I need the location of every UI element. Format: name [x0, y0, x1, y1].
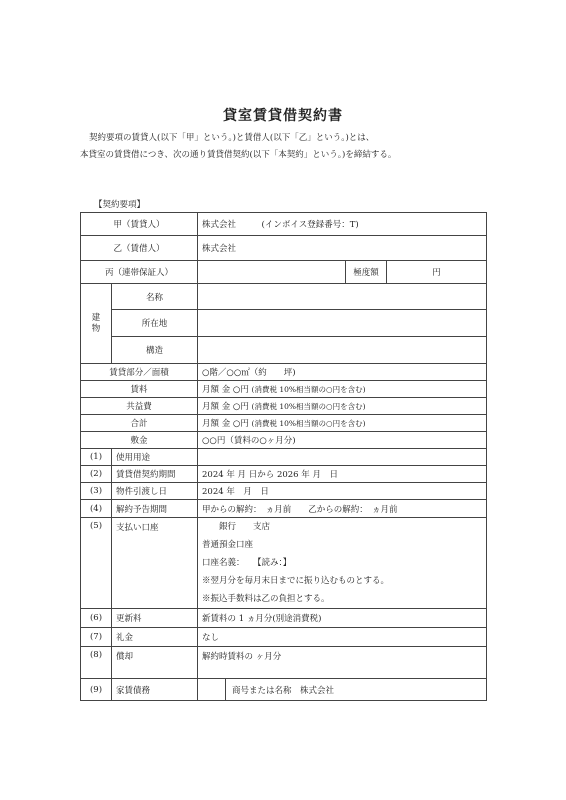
row-value: 新賃料の 1 ヵ月分(別途消費税)	[198, 609, 487, 628]
contract-terms-table	[80, 212, 487, 701]
deposit-label: 敷金	[81, 432, 198, 449]
intro-line-2: 本貸室の賃貸借につき、次の通り賃貸借契約(以下「本契約」という。)を締結する。	[80, 150, 397, 160]
table-row	[81, 449, 487, 466]
row-number: (6)	[81, 609, 112, 628]
area-label: 賃貸部分／面積	[81, 364, 198, 381]
table-row	[81, 609, 487, 628]
total-value: 月額 金 ○円	[202, 419, 249, 429]
table-row	[81, 647, 487, 679]
building-name-value	[198, 284, 487, 310]
section-label: 【契約要項】	[94, 200, 146, 210]
payment-note-1: ※翌月分を毎月末日までに振り込むものとする。	[202, 576, 390, 586]
limit-unit: 円	[387, 261, 487, 284]
building-structure-label: 構造	[112, 337, 198, 364]
payment-note-2: ※振込手数料は乙の負担とする。	[202, 594, 330, 604]
common-fee-label: 共益費	[81, 398, 198, 415]
total-tax-note: (消費税 10%相当額の○円を含む)	[251, 419, 366, 428]
row-number: (1)	[81, 449, 112, 466]
payment-account-details	[198, 518, 487, 609]
guarantor-label: 丙（連帯保証人）	[81, 261, 198, 284]
table-row	[81, 415, 487, 432]
guarantor-value	[198, 261, 346, 284]
rent-value-cell	[198, 381, 487, 398]
row-label: 賃貸借契約期間	[112, 466, 198, 483]
payment-bank: 銀行 支店	[202, 522, 271, 532]
row-value: 2024 年 月 日から 2026 年 月 日	[198, 466, 487, 483]
rent-value: 月額 金 ○円	[202, 385, 249, 395]
table-row	[81, 679, 487, 701]
table-row	[81, 500, 487, 518]
row-label: 礼金	[112, 628, 198, 647]
rent-tax-note: (消費税 10%相当額の○円を含む)	[251, 385, 366, 394]
building-label	[81, 284, 112, 364]
deposit-value: ○○円（賃料の○ヶ月分)	[198, 432, 487, 449]
table-row	[81, 381, 487, 398]
lessee-value: 株式会社	[198, 236, 487, 261]
table-row	[81, 628, 487, 647]
table-row	[81, 213, 487, 236]
row-number: (9)	[81, 679, 112, 701]
rent-guarantee-value: 商号または名称 株式会社	[232, 685, 335, 696]
rent-guarantee-cell	[198, 679, 487, 701]
building-name-label: 名称	[112, 284, 198, 310]
total-label: 合計	[81, 415, 198, 432]
table-row	[81, 284, 487, 310]
row-number: (7)	[81, 628, 112, 647]
table-row	[81, 236, 487, 261]
rent-guarantee-label: 家賃債務	[112, 679, 198, 701]
table-row	[81, 398, 487, 415]
table-row	[81, 432, 487, 449]
row-label: 償却	[112, 647, 198, 679]
table-row	[81, 261, 487, 284]
lessor-label: 甲（賃貸人）	[81, 213, 198, 236]
payment-account-holder: 口座名義： 【読み：】	[202, 558, 292, 568]
row-value: なし	[198, 628, 487, 647]
limit-label: 極度額	[346, 261, 387, 284]
building-structure-value	[198, 337, 487, 364]
row-number: (3)	[81, 483, 112, 500]
row-number: (5)	[81, 518, 112, 609]
contract-title: 貸室賃貸借契約書	[223, 108, 343, 124]
area-value: ○階／○○㎡（約 坪)	[198, 364, 487, 381]
row-value: 甲からの解約： ヵ月前 乙からの解約： ヵ月前	[198, 500, 487, 518]
total-value-cell	[198, 415, 487, 432]
table-row	[81, 364, 487, 381]
row-label: 解約予告期間	[112, 500, 198, 518]
building-label-char-1: 建	[91, 312, 101, 323]
row-value	[198, 449, 487, 466]
row-value: 解約時賃料の ヶ月分	[198, 647, 487, 679]
row-value: 2024 年 月 日	[198, 483, 487, 500]
common-fee-tax-note: (消費税 10%相当額の○円を含む)	[251, 402, 366, 411]
table-row	[81, 518, 487, 609]
intro-paragraph	[80, 130, 500, 164]
common-fee-value: 月額 金 ○円	[202, 402, 249, 412]
table-row	[81, 483, 487, 500]
table-row	[81, 337, 487, 364]
lessor-value: 株式会社 (インボイス登録番号：T)	[198, 213, 487, 236]
rent-guarantee-spacer	[198, 679, 226, 700]
building-label-char-2: 物	[91, 323, 101, 334]
row-label: 使用用途	[112, 449, 198, 466]
row-number: (2)	[81, 466, 112, 483]
row-number: (4)	[81, 500, 112, 518]
row-label: 更新料	[112, 609, 198, 628]
payment-account-label: 支払い口座	[112, 518, 198, 609]
building-location-label: 所在地	[112, 310, 198, 337]
common-fee-value-cell	[198, 398, 487, 415]
building-location-value	[198, 310, 487, 337]
rent-label: 賃料	[81, 381, 198, 398]
intro-line-1: 契約要項の賃貸人(以下「甲」という。)と賃借人(以下「乙」という。)とは、	[89, 133, 375, 143]
table-row	[81, 310, 487, 337]
row-label: 物件引渡し日	[112, 483, 198, 500]
row-number: (8)	[81, 647, 112, 679]
lessee-label: 乙（賃借人）	[81, 236, 198, 261]
table-row	[81, 466, 487, 483]
payment-account-type: 普通預金口座	[202, 540, 254, 550]
